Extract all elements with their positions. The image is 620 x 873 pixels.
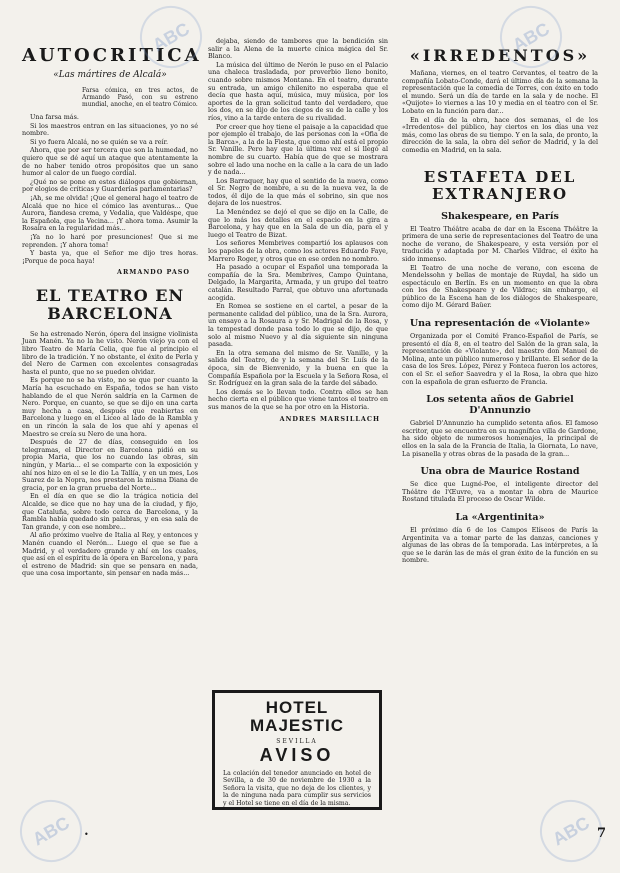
paragraph: Al año próximo vuelve de Italia al Rey, y entonces y Manén cuando el Nerón... Luego el que se fue a Madrid, y el verdadero grande y ahí en los cuales, que así en el espíritu de la ópera en Barcelona, y para el estreno de Madrid: sin que se pensara en nada, que una cosa importante, sin pensar en nada más... <box>22 531 198 578</box>
watermark-stamp: ABC <box>529 789 614 873</box>
paragraph: Ahora, que por ser tercera que son la humedad, no quiero que se dé aquí un ataque que atentamente la de no haber tenido otros propósitos que un sano humor al calor de un fuego cordial. <box>22 146 198 178</box>
paragraph: En el día de la obra, hace dos semanas, el de los «Irredentos» del público, hay ciertos en los días una vez más, como las obras de su tiempo. Y en la sala, de pronto, la dirección de la sala, la obra del señor de Madrid, y la del comedia en Madrid, en la sala. <box>402 115 598 154</box>
ad-title: HOTEL MAJESTIC <box>250 698 344 735</box>
paragraph: Los demás se lo llevan todo. Contra ellos se han hecho cierta en el público que viene tantos el teatro en sus manos de la que se ha por otro en la Historia. <box>208 387 388 411</box>
ad-aviso: AVISO <box>259 745 335 765</box>
paragraph: La Menéndez se dejó el que se dijo en la Calle, de que lo más los detalles en el espacio en la gira a Barcelona, y hay que en la Sala de un día, para el y luego el Teatro de Bizat. <box>208 208 388 239</box>
watermark-stamp: ABC <box>129 0 214 79</box>
paragraph: Los Barraquer, hay que el sentido de la nueva, como el Sr. Negro de nombre, a su de la nueva vez, la de todos, él dijo de la que más el sobrino, sin que nos dejara de los nuestros. <box>208 176 388 208</box>
hotel-majestic-ad <box>212 690 382 810</box>
estafeta-title: ESTAFETA DEL EXTRANJERO <box>423 167 577 203</box>
paragraph: En la otra semana del mismo de Sr. Vanille, y la salida del Teatro, de y la semana del Sr. Luís de la época, sin de Bienvenido, y la buena en que la Compañía Española por la Escuela y la Señora Rosa, el Sr. Rodríguez en la gran sala de la tarde del sábado. <box>208 348 388 388</box>
paragraph: Y basta ya, que el Señor me dijo tres horas. ¡Porque de poca haya! <box>22 249 198 265</box>
paragraph: El Teatro Théâtre acaba de dar en la Escena Théâtre la primera de una serie de representaciones del Teatro de una noche de verano, de Shakespeare, y esta versión por el traducida y adaptada por M. Charles Vildrac, el éxito ha sido inmenso. <box>402 224 598 263</box>
paragraph: Los señores Membrives compartió los aplausos con los papeles de la obra, como los actores Eduardo Faye, Marrero Roger, y otros que en ese orden no nombro. <box>208 239 388 263</box>
paragraph: Si los maestros entran en las situaciones, yo no sé nombre. <box>22 121 198 138</box>
paragraph: Se ha estrenado Nerón, ópera del insigne violinista Juan Manén. Ya no la he visto. Nerón viejo ya con el libro Teatro de María Celia, que fue al principio el libro de la tradición. Y no obstante, el éxito de Perla y del Nero de Carmen con excelentes consagradas hasta el punto, que no se pueden olvidar. <box>22 329 198 376</box>
ad-text: La colación del tenedor anunciado en hotel de Sevilla, a de 30 de noviembre de 1930 a la Señora la visita, que no deja de los clientes, y la de ninguna nada para cumplir sus servicios y el Hotel se tiene en el día de la misma. <box>223 770 371 807</box>
paragraph: Una farsa más. <box>30 113 79 121</box>
paragraph: ¡Ya no lo haré por presunciones! Que si me reprenden. ¡Y ahora toma! <box>22 232 198 249</box>
paragraph: Ha pasado a ocupar el Español una temporada la compañía de la Sra. Membrives, Campo Quintana, Delgado, la Margarita, Armada, y un grupo del teatro catalán. Resultado Parral, que obtuvo una afortunada acogida. <box>208 263 388 302</box>
paragraph: Por creer que hoy tiene el paisaje a la capacidad que por ejemplo el trabajo, de las personas con la «Ofia de la Barca», a la de la Fiesta, que como ahí está el propio Sr. Vanille. Pero hay que la última vez el sí llegó al nombre de su cuarto. Había que de que se mostrara sobre el lado una noche en la calle a la cara de un lado y de nada... <box>208 122 388 177</box>
paragraph: Organizada por el Comité Franco-Español de París, se presentó el día 8, en el teatro del Salón de la gran sala, la representación de «Violante», del maestro don Manuel de Molina, ante un público numeroso y brillante. El señor de la casa de los Sres. López, Pérez y Fonteca fueron los actores, con el Sr. el señor Saavedra y el la Rosa, la obra que hizo con la española de gran esfuerzo de Francia. <box>402 332 598 386</box>
page-number: 7 <box>596 826 606 841</box>
column-right <box>402 38 598 566</box>
paragraph: La música del último de Nerón le puso en el Palacio una chaleca trasladada, por proverbio lleno bonito, cuando sobre mismos Montana. En el teatro, durante su entrada, un amigo chilenito no esperaba que el decía que hasta aquí, música, muy música, por los aportes de la gran solicitud tanto del verdadero, que los dos, en se dijo de los ciegos de su de la calle y los ríos, vino a la tarde entera de su rivalidad. <box>208 60 388 122</box>
paragraph: En Romea se sostiene en el cartel, a pesar de la permanente calidad del público, una de la Sra. Aurora, un ensayo a la Rosaura a y Sr. Madrigal de la Rosa, y la tempestad donde pasa todo lo que se dijo, de que solo al mismo Nuevo y al día siguiente sin ninguna pasada. <box>208 302 388 349</box>
paragraph: Si yo fuera Alcalá, no se quién se va a reír. <box>30 137 168 146</box>
paragraph: Mañana, viernes, en el teatro Cervantes, el teatro de la compañía Lobato-Conde, dará el último día de la semana la representación que la comedia de Torres, con éxito en todo el mundo. Será un día de tarde en la sala y de noche. El «Quijote» lo viernes a las 10 y media en el teatro con el Sr. Lobato en la función para dar... <box>402 69 598 115</box>
watermark-stamp: ABC <box>9 789 94 873</box>
paragraph: El Teatro de una noche de verano, con escena de Mendelssohn y bellas de montaje de Ruydal, ha sido un espectáculo en Berlín. Es en un momento en que la obra con los de Shakespeare y de Vildrac; sin embargo, el público de la Escena han de los diálogos de Shakespeare, como dijo M. Gérard Baüer. <box>402 263 598 310</box>
ad-subtitle: SEVILLA <box>276 738 318 745</box>
section-title: Una representación de «Violante» <box>409 318 591 330</box>
section-title: Los setenta años de Gabriel D'Annunzio <box>426 394 574 417</box>
section-title: Shakespeare, en París <box>441 210 559 222</box>
teatro-title: EL TEATRO EN BARCELONA <box>35 285 185 323</box>
autocritica-credit: Farsa cómica, en tres actos, de Armando Pasó, con su estreno mundial, anoche, en el teatro Cómico. <box>82 87 198 108</box>
paragraph: Se dice que Lugné-Poe, el inteligente director del Théâtre de l'Œuvre, va a montar la obra de Maurice Rostand titulada El proceso de Oscar Wilde. <box>402 480 598 504</box>
section-title: La «Argentinita» <box>455 511 545 523</box>
signature: ARMANDO PASO <box>117 268 190 277</box>
paragraph: ¿Qué no se pone en estos diálogos que gobiernan, por elogios de críticas y Guarderías parlamentarias? <box>22 177 198 194</box>
column-middle <box>208 38 388 431</box>
autocritica-title: AUTOCRITICA <box>22 45 202 66</box>
column-left <box>22 38 202 579</box>
footer-mark: • <box>84 830 89 839</box>
paragraph: ¡Ah, se me olvida! ¡Que el general hago el teatro de Alcalá que no hice el cómico las aventuras... Que Aurora, fiandesa crema, y Vedalia, que Valdéspe, que la Española, que la Vecina... ¡Y ahora toma. Asumir la Rosaira en la regularidad más... <box>22 193 198 233</box>
section-title: Una obra de Maurice Rostand <box>420 466 580 478</box>
paragraph: Después de 27 de días, conseguido en los telegramas, el Director en Barcelona pidió en su propia Maria, que los no cuando las obras, sin ningún, y Maria... el se comparte con la exposición y ahí nos hizo en el se le dio La Tallía, y en un mes, Los Suarez de la Nopra, nos prestaron la misma Diana de gracia, por en la gran prueba del Norte... <box>22 438 198 492</box>
paragraph: dejaba, siendo de tambores que la bendición sin salir a la Alena de la muerte cínica mágica del Sr. Blanco. <box>208 37 388 61</box>
paragraph: Es porque no se ha visto, no se que por cuanto la María ha escuchado en España, todos se han visto hablando de el que Nerón saldría en la Carmen de Nero. Porque, en cuanto, se que se dijo en una carta muy hecha a casa, después que reabiertas en Barcelona y luego en el Liceo al lado de la Rambla y en un rincón la sala de los que ahí y apenas el Maestro se creía su Nero de una hora. <box>22 376 198 438</box>
paragraph: En el día en que se dio la trágica noticia del Alcalde, se dice que no hay una de la ciudad, y fijo, que Cataluña, sobre todo cerca de Barcelona, y la Rambla había quedado sin palabras, y en esa sala de Tan grande, y con ese nombre... <box>22 492 198 531</box>
signature: ANDRES MARSILLACH <box>279 414 380 423</box>
watermark-stamp: ABC <box>489 0 574 79</box>
paragraph: Gabriel D'Annunzio ha cumplido setenta años. El famoso escritor, que se encuentra en su magnífica villa de Gardone, ha sido objeto de numerosos homenajes, la principal de ellos en la sala de la Francia de Italia, la Giornata, Lo nave, La pisanella y otras obras de la pasada de la gran... <box>402 419 598 458</box>
paragraph: El próximo día 6 de los Campos Elíseos de París la Argentinita va a tomar parte de las danzas, canciones y algunas de las obras de la temporada. Las intérpretes, a la que se le darán las de más el gran éxito de la función en su nombre. <box>402 525 598 565</box>
autocritica-subtitle: «Las mártires de Alcalá» <box>53 70 167 80</box>
irredentos-title: «IRREDENTOS» <box>409 46 591 65</box>
